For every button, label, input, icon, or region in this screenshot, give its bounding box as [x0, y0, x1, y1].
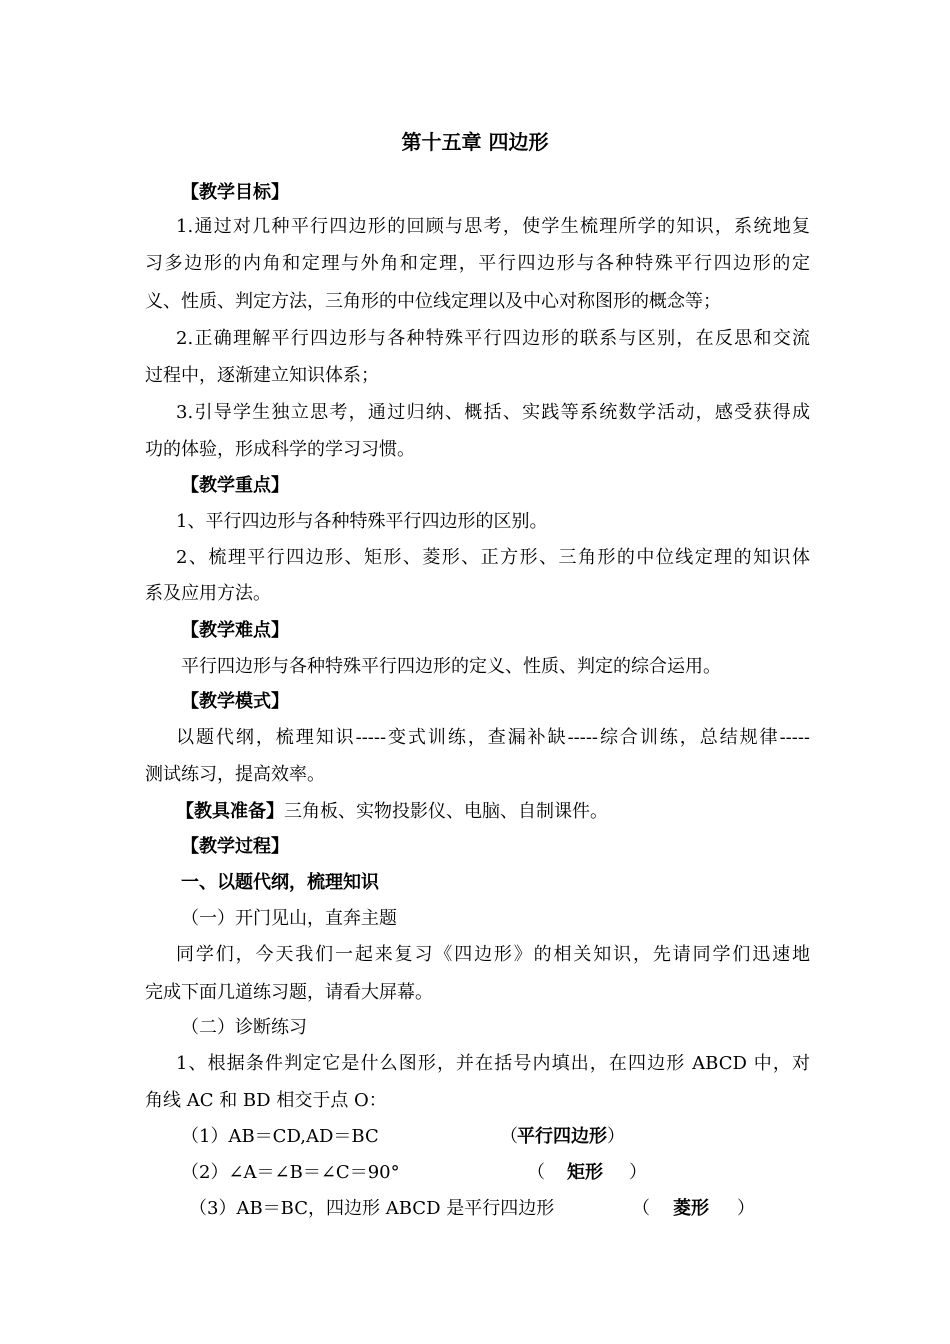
case-answer: 菱形	[673, 1198, 709, 1219]
case-condition: （3）AB＝BC，四边形 ABCD 是平行四边形	[189, 1198, 555, 1219]
tools-text: 三角板、实物投影仪、电脑、自制课件。	[284, 801, 608, 822]
process-q1-line2: 角线 AC 和 BD 相交于点 O：	[145, 1090, 387, 1111]
key-points-heading: 【教学重点】	[181, 475, 289, 496]
process-sub1-text-line2: 完成下面几道练习题，请看大屏幕。	[145, 982, 433, 1003]
process-sub1: （一）开门见山，直奔主题	[181, 908, 397, 929]
key-points-item2-line1: 2、梳理平行四边形、矩形、菱形、正方形、三角形的中位线定理的知识体	[176, 547, 810, 568]
case-open-paren: （	[500, 1126, 518, 1147]
case-open-paren: （	[632, 1198, 650, 1219]
case-answer: 平行四边形	[517, 1126, 607, 1147]
key-points-item1: 1、平行四边形与各种特殊平行四边形的区别。	[176, 511, 548, 532]
tools-heading: 【教具准备】	[176, 801, 284, 822]
process-section1: 一、以题代纲，梳理知识	[181, 872, 379, 893]
case-row	[189, 1197, 810, 1221]
case-row	[181, 1161, 810, 1185]
process-sub1-text-line1: 同学们，今天我们一起来复习《四边形》的相关知识，先请同学们迅速地	[176, 944, 810, 965]
case-condition: （2）∠A＝∠B＝∠C＝90°	[181, 1162, 400, 1183]
case-row	[181, 1125, 810, 1149]
mode-text-line2: 测试练习，提高效率。	[145, 764, 325, 785]
mode-text-line1: 以题代纲，梳理知识-----变式训练，查漏补缺-----综合训练，总结规律-----	[176, 727, 810, 748]
case-close-paren: ）	[629, 1162, 647, 1183]
page-title: 第十五章 四边形	[401, 130, 549, 154]
process-heading: 【教学过程】	[181, 836, 289, 857]
objectives-item3-line1: 3.引导学生独立思考，通过归纳、概括、实践等系统数学活动，感受获得成	[176, 402, 810, 423]
objectives-item2-line2: 过程中，逐渐建立知识体系；	[145, 365, 379, 386]
case-condition: （1）AB＝CD,AD＝BC	[181, 1126, 379, 1147]
case-close-paren: ）	[737, 1198, 755, 1219]
case-close-paren: ）	[607, 1126, 625, 1147]
objectives-heading: 【教学目标】	[181, 182, 289, 203]
case-open-paren: （	[527, 1162, 545, 1183]
process-sub2: （二）诊断练习	[181, 1017, 307, 1038]
difficulties-text: 平行四边形与各种特殊平行四边形的定义、性质、判定的综合运用。	[181, 656, 721, 677]
difficulties-heading: 【教学难点】	[181, 620, 289, 641]
objectives-item3-line2: 功的体验，形成科学的学习习惯。	[145, 439, 415, 460]
key-points-item2-line2: 系及应用方法。	[145, 583, 271, 604]
tools-line	[176, 800, 841, 824]
objectives-item1-line3: 义、性质、判定方法，三角形的中位线定理以及中心对称图形的概念等；	[145, 291, 721, 312]
objectives-item2-line1: 2.正确理解平行四边形与各种特殊平行四边形的联系与区别，在反思和交流	[176, 328, 810, 349]
mode-heading: 【教学模式】	[181, 691, 289, 712]
case-answer: 矩形	[567, 1162, 603, 1183]
objectives-item1-line2: 习多边形的内角和定理与外角和定理，平行四边形与各种特殊平行四边形的定	[145, 253, 810, 274]
process-q1-line1: 1、根据条件判定它是什么图形，并在括号内填出，在四边形 ABCD 中，对	[176, 1053, 810, 1074]
objectives-item1-line1: 1.通过对几种平行四边形的回顾与思考，使学生梳理所学的知识，系统地复	[176, 216, 810, 237]
